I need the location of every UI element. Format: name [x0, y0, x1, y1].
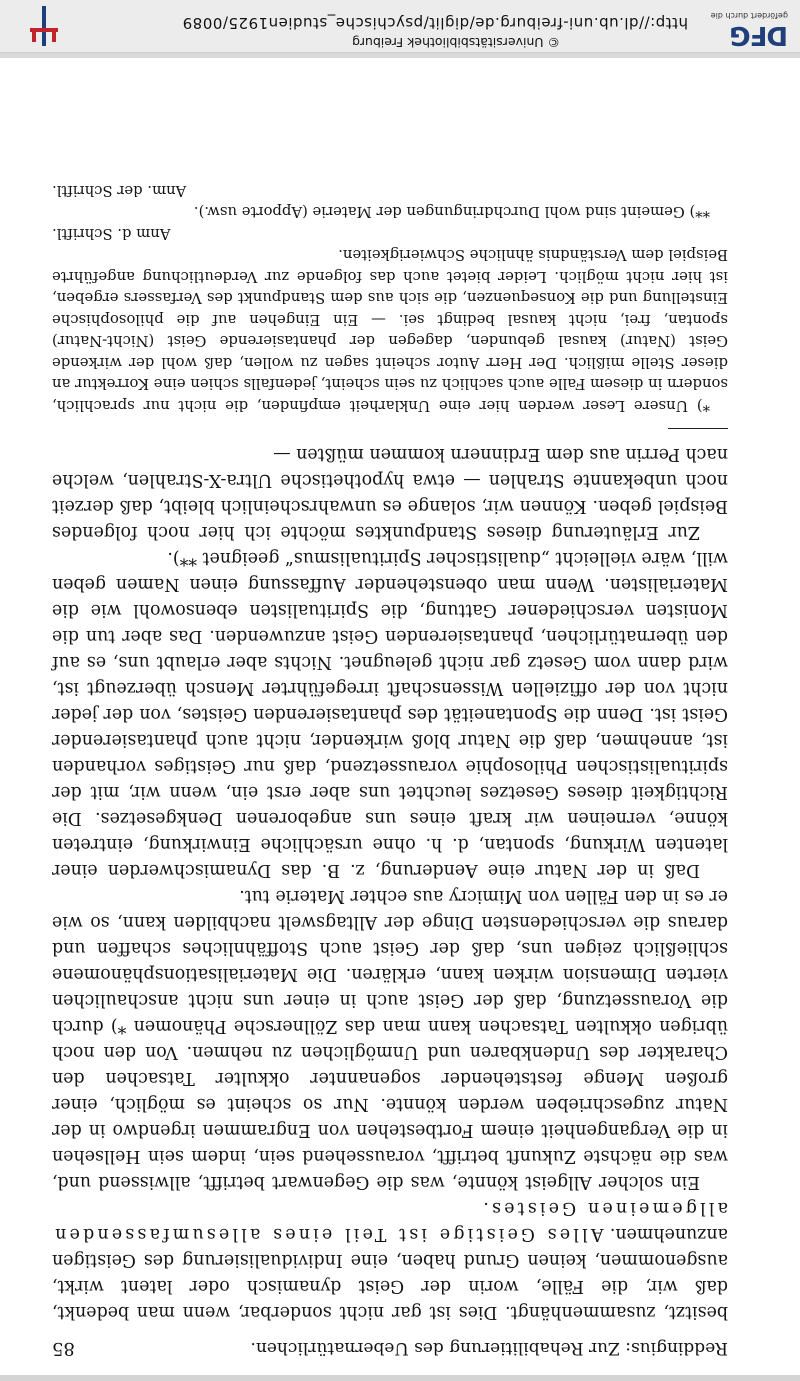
paragraph: Zur Erläuterung dieses Standpunktes möchte ich hier noch folgendes Beispiel geben. Können wir, solange es unwahrscheinlich bleibt, daß derzeit noch unbekannte Strahlen — etwa hypothetische Ultra-X-Strahlen, welche nach Perrin aus dem Erdinnern kommen müßten —: [52, 444, 728, 542]
footnote-divider: [668, 428, 728, 429]
paragraph-text: besitzt, zusammenhängt. Dies ist gar nicht sonderbar, wenn man bedenkt, daß wir, die Fälle, worin der Geist dynamisch oder latent wirkt, ausgenommen, keinen Grund haben, eine Individualisierung des Geistigen anzunehmen.: [52, 1224, 728, 1322]
ub-logo-icon: [22, 4, 66, 48]
copyright-text: © Universitätsbibliothek Freiburg: [352, 35, 560, 50]
footnote-signature: Anm d. Schriftl.: [52, 225, 171, 242]
footnote: *) Unsere Leser werden hier eine Unklarheit empfinden, die nicht nur sprachlich, sondern in diesem Falle auch sachlich zu sein scheint, jedenfalls schien eine Korrektur an dieser Stelle mißlich. Der Herr Autor scheint sagen zu wollen, daß wohl der wirkende Geist (Natur) kausal gebunden, dagegen der phantasierende Geist (Nicht-Natur) spontan, frei, nicht kausal bedingt sei. — Ein Eingehen auf die philosophische Einstellung und die Konsequenzen, die sich aus dem Standpunkt des Verfassers ergeben, ist hier nicht möglich. Leider bietet auch das folgende zur Verdeutlichung angeführte Beispiel dem Verständnis ähnliche Schwierigkeiten.: [52, 246, 728, 414]
page-content: [52, 180, 728, 1362]
footnote-signature: Anm. der Schriftl.: [52, 182, 187, 199]
dfg-logo-subtext: gefördert durch die: [710, 11, 788, 20]
paragraph: Daß in der Natur eine Aenderung, z. B. das Dynamischwerden einer latenten Wirkung, spontan, d. h. ohne ursächliche Einwirkung, eintreten könne, verneinen wir kraft eines uns angeborenen Denkgesetzes. Die Richtigkeit dieses Gesetzes leuchtet uns aber erst ein, wenn wir, mit der spiritualistischen Philosophie voraussetzend, daß nur Geistiges vorhanden ist, annehmen, daß die Natur bloß wirkender, nicht auch phantasierender Geist ist. Denn die Spontaneität des phantasierenden Geistes, von der jeder nicht von der offiziellen Wissenschaft irregeführter Mensch überzeugt ist, wird dann vom Gesetz gar nicht geleugnet. Nichts aber erlaubt uns, es auf den übernatürlichen, phantasierenden Geist anzuwenden. Das aber tun die Monisten verschiedener Gattung, die Spiritualisten ebensowohl wie die Materialisten. Wenn man obenstehender Auffassung einen Namen geben will, wäre vielleicht „dualistischer Spiritualismus“ geeignet **).: [52, 548, 728, 880]
running-title: Reddingius: Zur Rehabilitierung des Uebernatürlichen.: [250, 1338, 728, 1358]
dfg-logo: [698, 4, 788, 48]
permalink-url[interactable]: http://dl.ub.uni-freiburg.de/diglit/psychische_studien1925/0089: [182, 14, 688, 32]
viewer-footer: [0, 0, 800, 53]
top-scan-edge: [0, 1375, 800, 1381]
spaced-emphasis: Alles Geistige ist Teil eines allesumfassenden allgemeinen Geistes.: [52, 1198, 728, 1244]
running-header: [52, 1335, 728, 1361]
page-number: 85: [52, 1338, 75, 1359]
paragraph: Ein solcher Allgeist könnte, was die Gegenwart betrifft, allwissend und, was die nächste Zukunft betrifft, voraussehend sein, indem sein Hellsehen in die Vergangenheit einem Fortbestehen von Engrammen irgendwo in der Natur zugeschrieben werden könnte. Nur so scheint es möglich, einer großen Menge feststehender sogenannter okkulter Tatsachen den Charakter des Undenkbaren und Unmöglichen zu nehmen. Von den noch übrigen okkulten Tatsachen kann man das Zöllnersche Phänomen *) durch die Voraussetzung, daß der Geist auch in einer uns nicht anschaulichen vierten Dimension wirken kann, erklären. Die Materialisationsphänomene schließlich zeigen uns, daß der Geist auch Stoffähnliches schaffen und daraus die verschiedensten Dinge der Alltagswelt nachbilden kann, so wie er es in den Fällen von Mimicry aus echter Materie tut.: [52, 886, 728, 1192]
dfg-logo-text: DFG: [730, 20, 788, 50]
footnote: **) Gemeint sind wohl Durchdringungen der Materie (Apporte usw.).: [193, 203, 710, 221]
paragraph: [52, 1195, 728, 1325]
